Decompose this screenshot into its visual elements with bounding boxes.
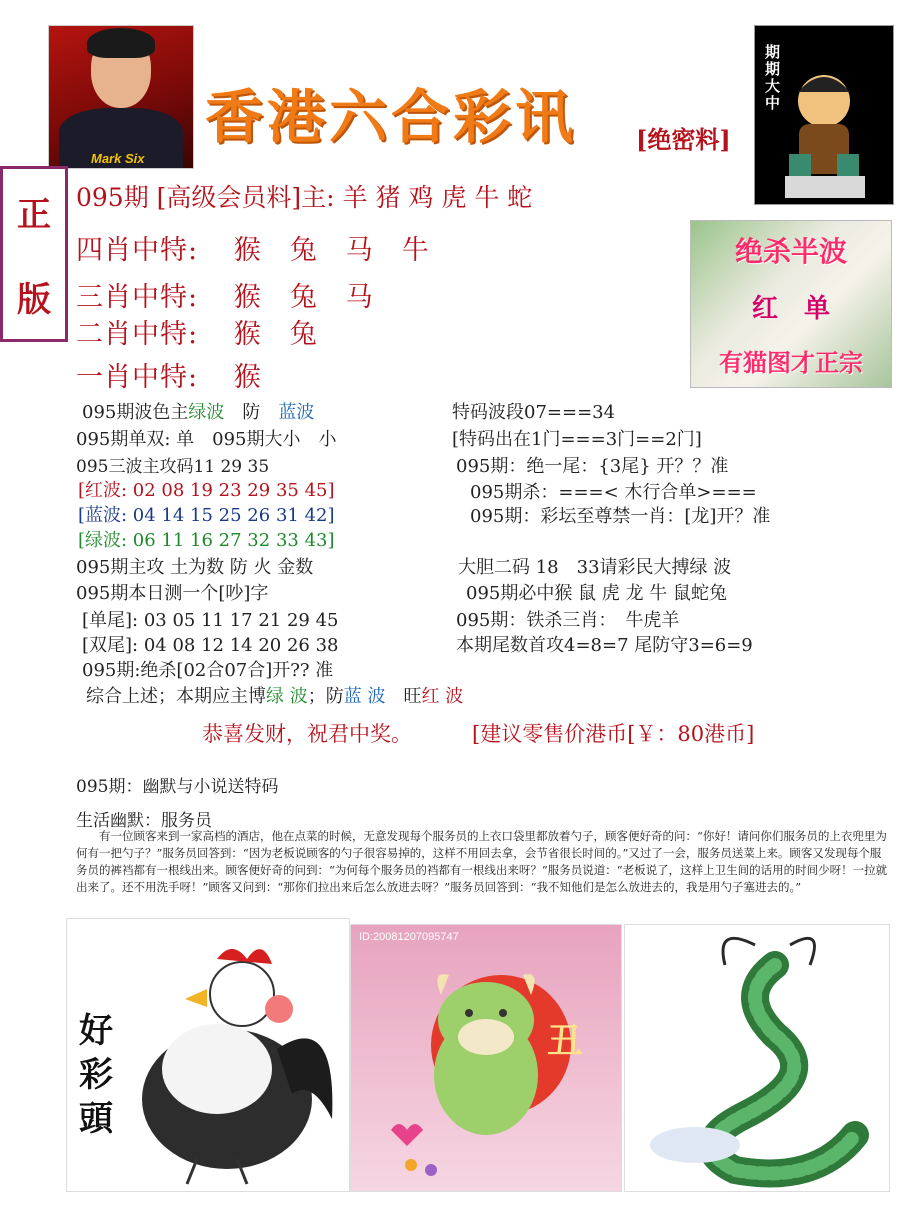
- blue-wave-line: [蓝波: 04 14 15 25 26 31 42]: [78, 505, 335, 526]
- rooster-caption: 好彩頭: [79, 1011, 113, 1139]
- kill-line: 095期:绝杀[02合07合]开?? 准: [82, 660, 334, 681]
- tail-line: 095期：绝一尾：{3尾} 开？？准: [456, 456, 729, 477]
- today-word-line: 095期本日测一个[吵]字: [76, 583, 269, 604]
- wave-color-line: [82, 398, 314, 424]
- single-tail-line: [单尾]: 03 05 11 17 21 29 45: [82, 610, 339, 631]
- wave-green: 绿波: [188, 402, 225, 423]
- pick-one: [76, 355, 262, 394]
- three-line: 095期：铁杀三肖： 牛虎羊: [456, 610, 680, 631]
- wave-prefix: 095期波色主: [82, 402, 189, 423]
- segment-line: 特码波段07===34: [452, 402, 616, 423]
- summary-blue: 蓝 波: [343, 686, 386, 707]
- rooster-image: [66, 918, 350, 1192]
- mark-six-logo: Mark Six: [91, 151, 145, 166]
- main-attack-line: 095期主攻 土为数 防 火 金数: [76, 557, 314, 578]
- cat-box: [690, 220, 892, 388]
- pick-two-label: 二肖中特:: [76, 319, 199, 350]
- seal-char-2: 版: [17, 280, 51, 320]
- double-tail-line: [双尾]: 04 08 12 14 20 26 38: [82, 635, 339, 656]
- summary-green: 绿 波: [266, 686, 308, 707]
- summary-c: 旺: [385, 686, 422, 707]
- door-line: [特码出在1门===3门==2门]: [452, 429, 702, 450]
- humor-heading: 095期：幽默与小说送特码: [76, 777, 279, 797]
- cat-box-line2: 红 单: [751, 294, 830, 324]
- price-text: [建议零售价港币[￥：80港币]: [472, 722, 755, 746]
- wave-mid: 防: [224, 402, 279, 423]
- pick-two: [76, 312, 318, 351]
- wave-blue: 蓝波: [278, 402, 315, 423]
- host-photo: [48, 25, 194, 169]
- pick-one-label: 一肖中特:: [76, 362, 199, 393]
- dragon-icon: [625, 925, 889, 1191]
- ox-id-text: ID:20081207095747: [359, 931, 459, 943]
- congrats-text: 恭喜发财，祝君中奖。: [202, 722, 412, 746]
- ox-char: 丑: [547, 1020, 584, 1062]
- red-wave-line: [红波: 02 08 19 23 29 35 45]: [78, 480, 335, 501]
- pick-three-label: 三肖中特:: [76, 282, 199, 313]
- forbidden-line: 095期：彩坛至尊禁一肖：[龙]开？准: [470, 506, 771, 527]
- hair-shape: [87, 28, 155, 58]
- pick-four-value: 猴 兔 马 牛: [233, 235, 430, 266]
- summary-line: [86, 682, 463, 708]
- pick-four-label: 四肖中特:: [76, 235, 199, 266]
- three-wave-line: 095三波主攻码11 29 35: [76, 457, 270, 477]
- page-title: 香港六合彩讯: [205, 83, 578, 151]
- summary-b: ；防: [307, 686, 344, 707]
- pick-one-value: 猴: [233, 362, 262, 393]
- seal-char-1: 正: [17, 195, 51, 235]
- ox-image: [350, 924, 622, 1192]
- pick-four: [76, 228, 430, 267]
- humor-subheading: 生活幽默：服务员: [76, 811, 212, 831]
- member-main-line: 095期 [高级会员料]主: 羊 猪 鸡 虎 牛 蛇: [76, 183, 533, 212]
- pick-three: [76, 275, 374, 314]
- authentic-seal: [0, 166, 68, 342]
- summary-a: 综合上述；本期应主博: [86, 686, 266, 707]
- cartoon-caption: 期期大中: [765, 43, 781, 112]
- must-line: 095期必中猴 鼠 虎 龙 牛 鼠蛇兔: [466, 583, 727, 604]
- green-wave-line: [绿波: 06 11 16 27 32 33 43]: [78, 530, 335, 551]
- lucky-cartoon: [754, 25, 894, 205]
- two-codes-line: 大胆二码 18 33请彩民大搏绿 波: [458, 557, 732, 578]
- cat-box-line1: 绝杀半波: [734, 235, 847, 268]
- cat-box-line3: 有猫图才正宗: [719, 348, 863, 377]
- humor-body: 有一位顾客来到一家高档的酒店，他在点菜的时候，无意发现每个服务员的上衣口袋里都放着勺子，顾客便好奇的问：“你好！请问你们服务员的上衣兜里为何有一把勺子？”服务员回答到：“因为老板说顾客的勺子很容易掉的，这样不用回去拿，会节省很长时间的。”又过了一会，服务员送菜上来。顾客又发现每个服务员的裤裆都有一根线出来。顾客便好奇的问到：“为何每个服务员的裆都有一根线出来呀？”服务员说道：“老板说了，这样上卫生间的话用的时间少呀！一拉就出来了。还不用洗手呀！”顾客又问到：“那你们拉出来后怎么放进去呀？”服务员回答到：“我不知他们是怎么放进去的，我是用勺子塞进去的。”: [76, 829, 888, 894]
- kill-kill-line: 095期杀：===< 木行合单>===: [470, 482, 757, 503]
- page-subtitle: [绝密料]: [636, 125, 731, 154]
- pick-two-value: 猴 兔: [233, 319, 318, 350]
- tail-num-line: 本期尾数首攻4=8=7 尾防守3=6=9: [456, 635, 753, 656]
- summary-red: 红 波: [421, 686, 464, 707]
- dragon-image: [624, 924, 890, 1192]
- pick-three-value: 猴 兔 马: [233, 282, 374, 313]
- odd-even-line: 095期单双: 单 095期大小 小: [76, 429, 337, 450]
